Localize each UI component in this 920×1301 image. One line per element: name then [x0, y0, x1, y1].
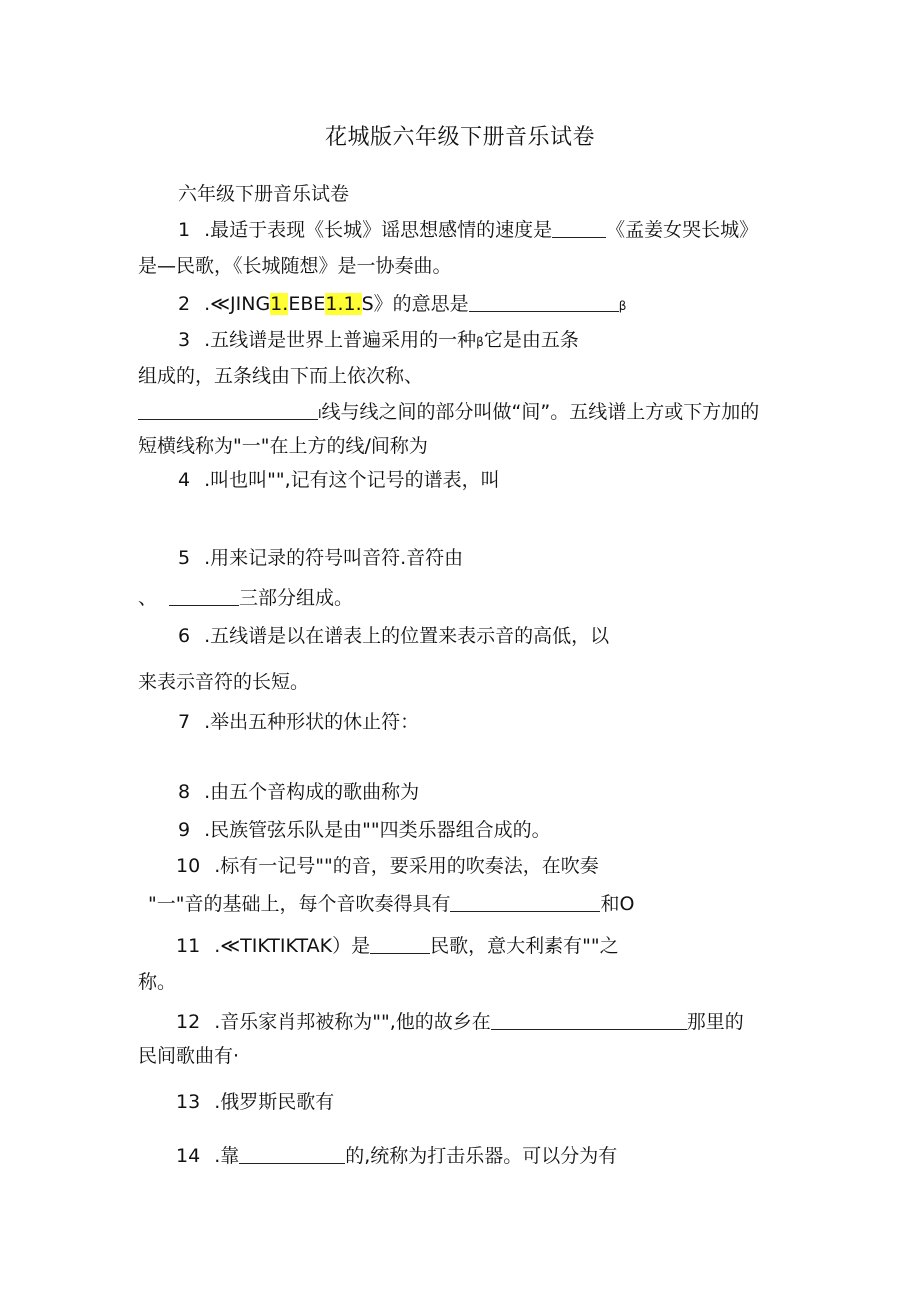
- question-number: 7: [178, 711, 191, 733]
- question-5-line-2: [138, 584, 353, 612]
- question-text: .≪TIKTIKTAK）是: [214, 935, 371, 957]
- question-text: .音乐家肖邦被称为"",他的故乡在: [214, 1011, 491, 1033]
- answer-blank[interactable]: [491, 1009, 687, 1030]
- question-number: 13: [176, 1091, 201, 1113]
- question-number: 12: [176, 1011, 201, 1033]
- question-number: 10: [176, 855, 201, 877]
- question-text: .用来记录的符号叫音符.音符由: [204, 547, 464, 569]
- question-2-line-1: [178, 290, 626, 320]
- question-text: "一"音的基础上，每个音吹奏得具有: [148, 893, 451, 915]
- answer-blank[interactable]: [469, 291, 619, 312]
- question-13-line-1: [176, 1088, 334, 1116]
- question-11-line-1: [176, 932, 619, 960]
- question-text: 、: [138, 587, 158, 609]
- question-number: 11: [176, 935, 201, 957]
- question-3-line-4: 短横线称为"一"在上方的线/间称为: [138, 435, 428, 457]
- highlighted-text: 1.: [270, 293, 289, 315]
- question-6-line-1: [178, 622, 609, 650]
- question-text: .举出五种形状的休止符：: [204, 711, 420, 733]
- question-text: S》的意思是: [361, 293, 469, 315]
- question-5-line-1: [178, 544, 463, 572]
- question-text: .由五个音构成的歌曲称为: [204, 781, 420, 803]
- question-12-line-1: [176, 1008, 744, 1036]
- question-number: 1: [178, 219, 191, 241]
- question-number: 8: [178, 781, 191, 803]
- question-7-line-1: [178, 708, 419, 736]
- question-10-line-2: [148, 890, 634, 918]
- question-1-line-2: 是—民歌，《长城随想》是一协奏曲。: [138, 255, 452, 277]
- question-text: 民歌，意大利素有""之: [430, 935, 619, 957]
- question-12-line-2: 民间歌曲有·: [138, 1045, 240, 1067]
- question-text: 的,统称为打击乐器。可以分为有: [345, 1145, 618, 1167]
- question-text: .靠: [214, 1145, 240, 1167]
- question-number: 6: [178, 625, 191, 647]
- question-text: 它是由五条: [483, 329, 579, 351]
- question-text: .民族管弦乐队是由""四类乐器组合成的。: [204, 819, 551, 841]
- question-11-line-2: 称。: [138, 971, 177, 993]
- answer-blank[interactable]: [239, 1143, 345, 1164]
- question-text: .五线谱是世界上普遍采用的一种: [204, 329, 477, 351]
- question-6-line-2: 来表示音符的长短。: [138, 671, 310, 693]
- question-text: .最适于表现《长城》谣思想感情的速度是: [204, 219, 553, 241]
- question-text: .标有一记号""的音，要采用的吹奏法，在吹奏: [214, 855, 599, 877]
- question-4-line-1: [178, 466, 500, 494]
- question-text: 和O: [600, 893, 635, 915]
- question-3-line-2: 组成的，五条线由下而上依次称、: [138, 365, 424, 387]
- stray-mark: β: [618, 299, 627, 313]
- doc-subtitle: 六年级下册音乐试卷: [178, 183, 350, 205]
- answer-blank[interactable]: [450, 891, 600, 912]
- answer-blank[interactable]: [552, 217, 606, 238]
- question-text: 《孟姜女哭长城》: [606, 219, 759, 241]
- answer-blank[interactable]: [138, 399, 318, 420]
- question-text: .五线谱是以在谱表上的位置来表示音的高低，以: [204, 625, 610, 647]
- question-text: 三部分组成。: [239, 587, 354, 609]
- question-number: 9: [178, 819, 191, 841]
- answer-blank[interactable]: [370, 933, 430, 954]
- question-text: 线与线之间的部分叫做“间”。五线谱上方或下方加的: [321, 401, 760, 423]
- question-10-line-1: [176, 852, 599, 880]
- answer-blank[interactable]: [169, 585, 239, 606]
- question-9-line-1: [178, 816, 551, 844]
- question-number: 3: [178, 329, 191, 351]
- doc-title: 花城版六年级下册音乐试卷: [324, 125, 595, 150]
- stray-mark: I: [318, 407, 322, 421]
- highlighted-text: 1.1.: [325, 293, 362, 315]
- question-14-line-1: [176, 1142, 617, 1170]
- question-text: .俄罗斯民歌有: [214, 1091, 335, 1113]
- question-text: EBE: [288, 293, 326, 315]
- question-text: 那里的: [686, 1011, 744, 1033]
- question-number: 4: [178, 469, 191, 491]
- question-number: 5: [178, 547, 191, 569]
- question-text: .≪JING: [204, 293, 271, 315]
- question-3-line-3: [138, 398, 759, 428]
- stray-mark: β: [476, 335, 484, 349]
- question-number: 2: [178, 293, 191, 315]
- question-1-line-1: [178, 216, 758, 244]
- question-text: .叫也叫"",记有这个记号的谱表，叫: [204, 469, 500, 491]
- question-8-line-1: [178, 778, 419, 806]
- question-3-line-1: [178, 326, 579, 356]
- question-number: 14: [176, 1145, 201, 1167]
